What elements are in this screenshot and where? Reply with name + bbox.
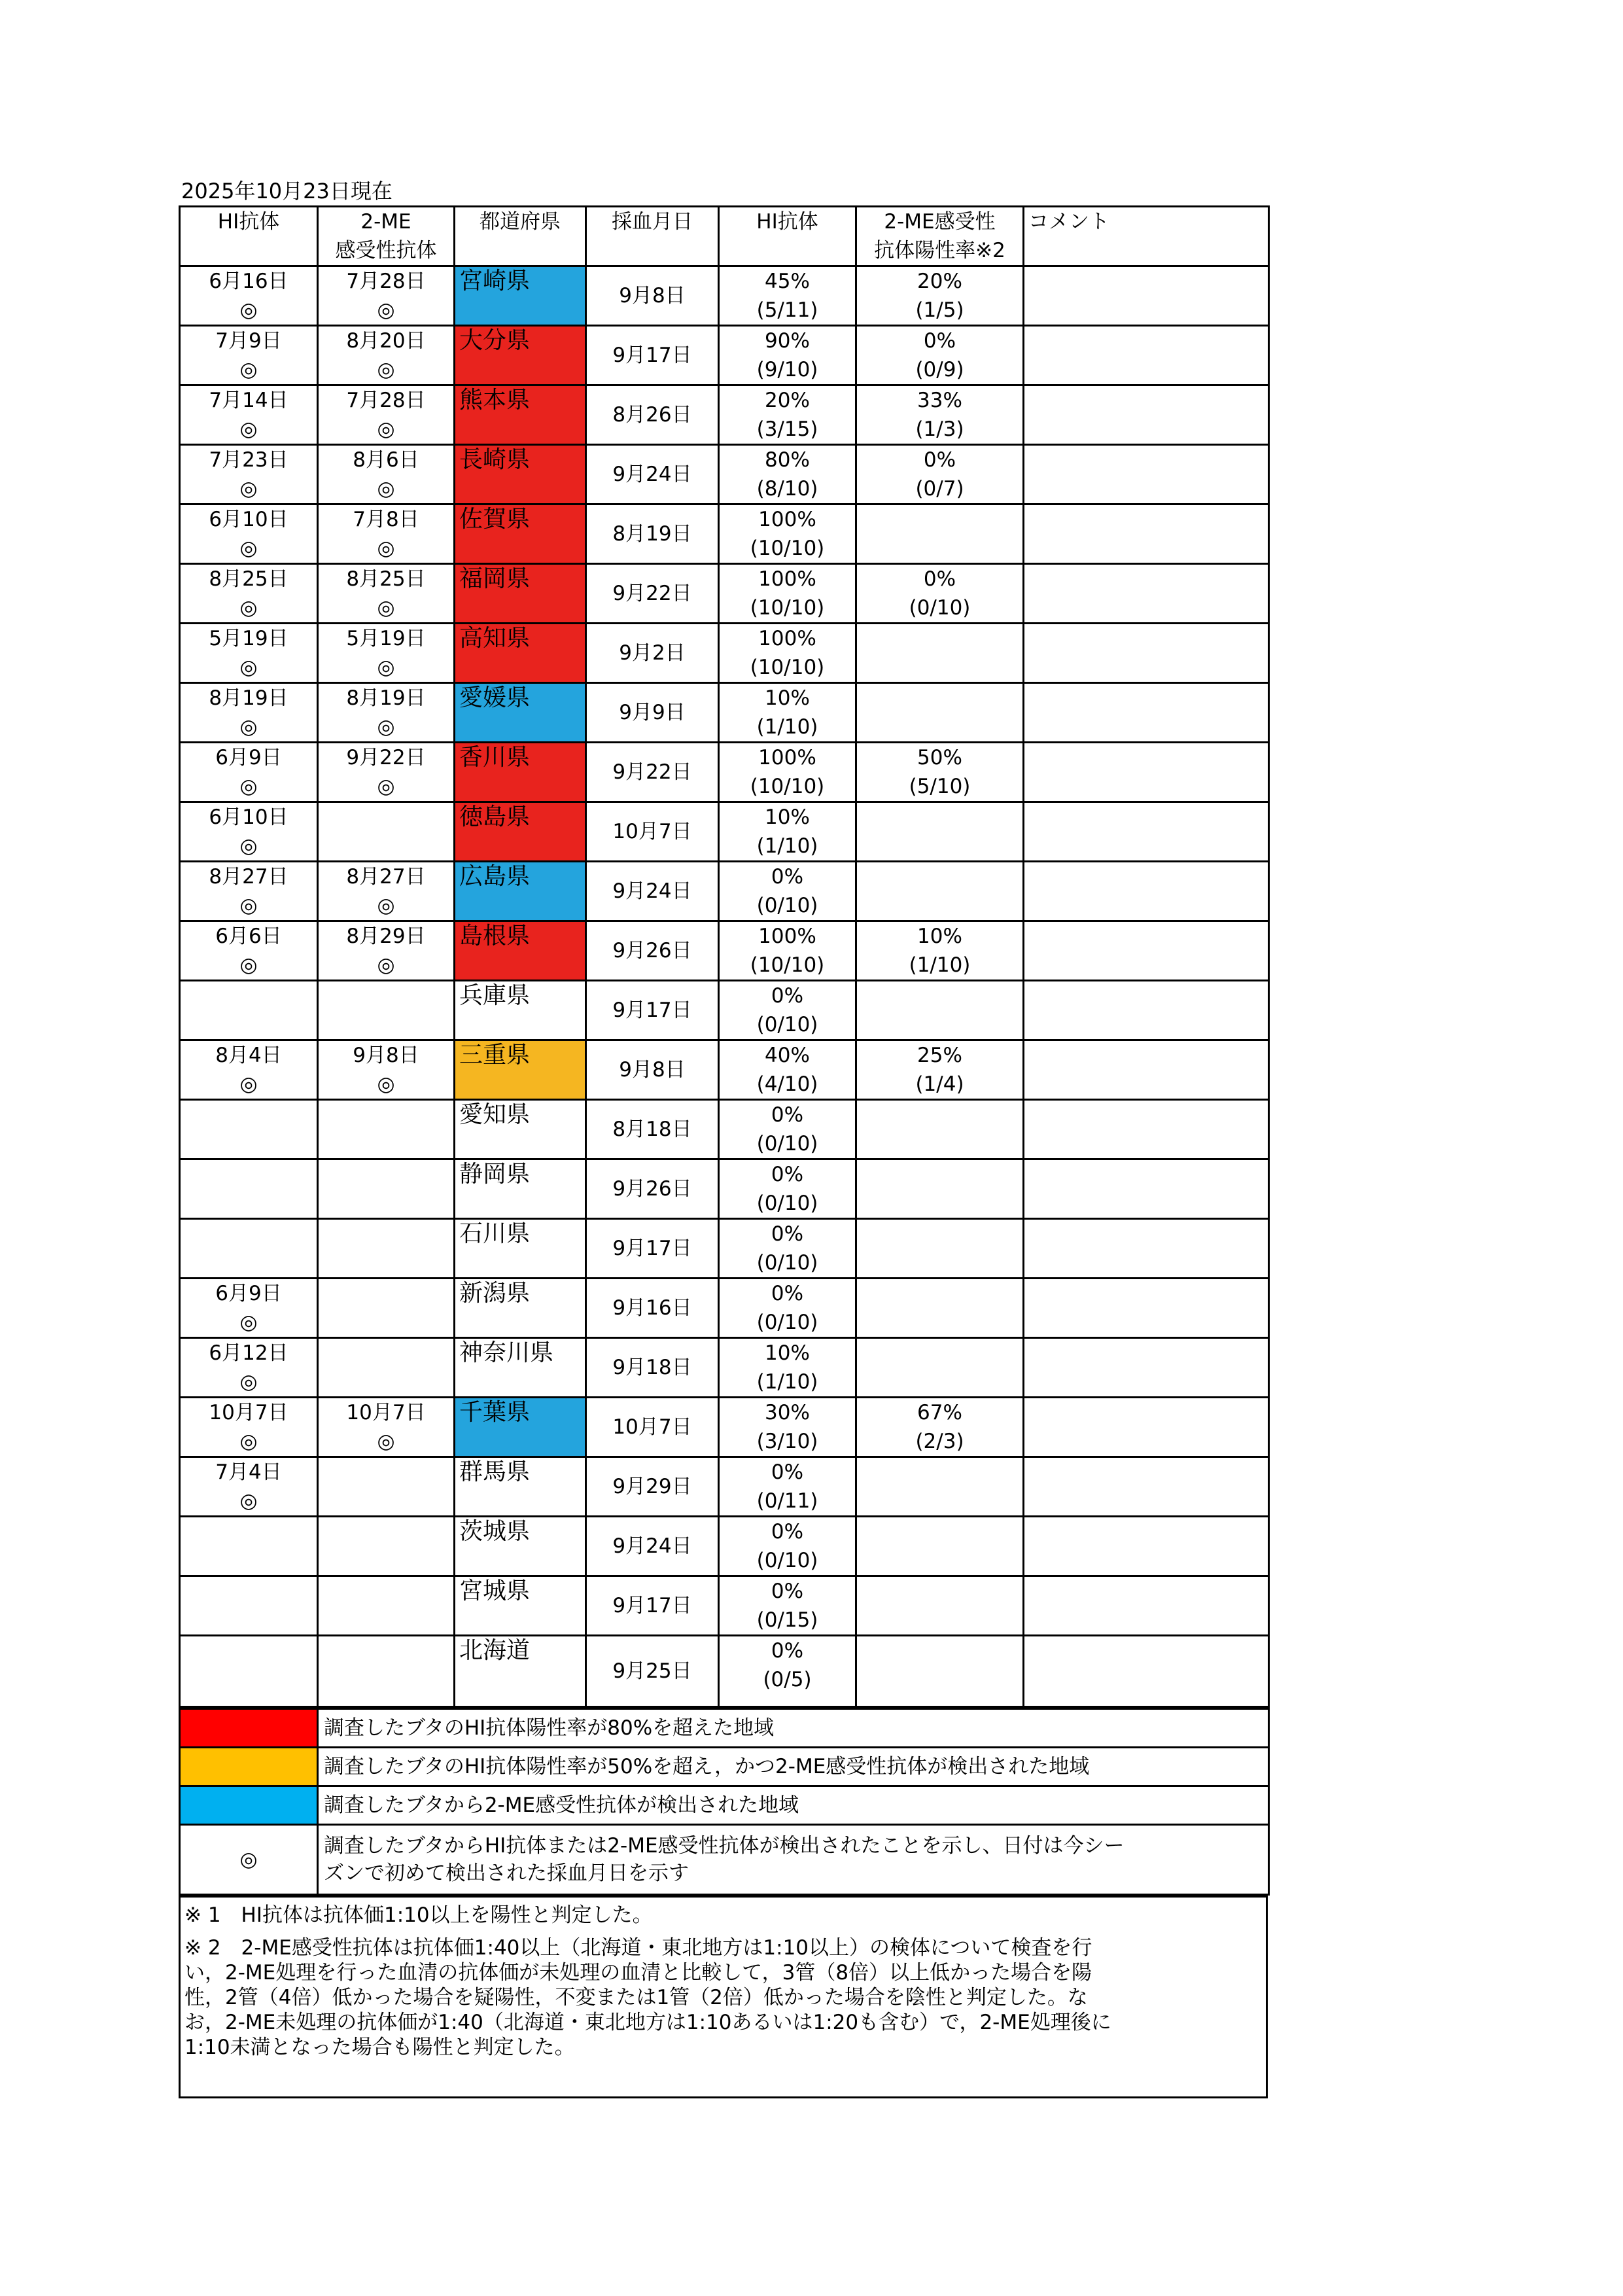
prefecture-cell: 島根県 — [455, 921, 586, 981]
blood-date-cell: 8月19日 — [586, 504, 719, 564]
me-rate-cell — [856, 1457, 1024, 1517]
legend-blue-text: 調査したブタから2-ME感受性抗体が検出された地域 — [318, 1786, 1269, 1825]
me-detect-cell: 8月29日 ◎ — [318, 921, 455, 981]
table-row — [180, 385, 1269, 445]
hi-rate-cell: 0% (0/10) — [719, 1517, 856, 1576]
blood-date-cell: 9月17日 — [586, 326, 719, 385]
hi-detect-cell: 7月14日 ◎ — [180, 385, 318, 445]
hi-rate-cell: 0% (0/10) — [719, 862, 856, 921]
hi-detect-cell — [180, 981, 318, 1040]
note-2: ※ 2 2-ME感受性抗体は抗体価1:40以上（北海道・東北地方は1:10以上）の検体について検査を行 い，2-ME処理を行った血清の抗体価が未処理の血清と比較して，3管（8倍）以上低かった場合を陽 性，2管（4倍）低かった場合を疑陽性，不変または1管（2倍）低かった場合を陰性と判定した。な お，2-ME未処理の抗体価が1:40（北海道・東北地方は1:10あるいは1:20も含む）で，2-ME処理後に 1:10未満となった場合も陽性と判定した。 — [184, 1936, 1111, 2059]
me-detect-cell — [318, 1279, 455, 1338]
me-detect-cell: 8月25日 ◎ — [318, 564, 455, 624]
me-detect-cell: 7月8日 ◎ — [318, 504, 455, 564]
hi-rate-cell: 0% (0/15) — [719, 1576, 856, 1636]
header-prefecture: 都道府県 — [455, 207, 586, 266]
me-detect-cell — [318, 1338, 455, 1398]
hi-detect-cell: 5月19日 ◎ — [180, 624, 318, 683]
me-rate-cell: 0% (0/10) — [856, 564, 1024, 624]
blood-date-cell: 8月26日 — [586, 385, 719, 445]
prefecture-cell: 愛知県 — [455, 1100, 586, 1159]
legend-mark-symbol: ◎ — [180, 1825, 318, 1895]
me-rate-cell: 25% (1/4) — [856, 1040, 1024, 1100]
prefecture-cell: 長崎県 — [455, 445, 586, 504]
hi-rate-cell: 0% (0/10) — [719, 1279, 856, 1338]
comment-cell — [1024, 445, 1269, 504]
hi-rate-cell: 40% (4/10) — [719, 1040, 856, 1100]
hi-rate-cell: 0% (0/5) — [719, 1636, 856, 1707]
hi-rate-cell: 45% (5/11) — [719, 266, 856, 326]
comment-cell — [1024, 921, 1269, 981]
hi-rate-cell: 0% (0/10) — [719, 1100, 856, 1159]
table-row — [180, 862, 1269, 921]
comment-cell — [1024, 743, 1269, 802]
hi-rate-cell: 0% (0/10) — [719, 1219, 856, 1279]
prefecture-cell: 神奈川県 — [455, 1338, 586, 1398]
me-detect-cell: 7月28日 ◎ — [318, 266, 455, 326]
blood-date-cell: 9月8日 — [586, 1040, 719, 1100]
blood-date-cell: 9月24日 — [586, 862, 719, 921]
blood-date-cell: 9月26日 — [586, 921, 719, 981]
hi-rate-cell: 0% (0/10) — [719, 981, 856, 1040]
blood-date-cell: 9月17日 — [586, 981, 719, 1040]
prefecture-cell: 佐賀県 — [455, 504, 586, 564]
prefecture-cell: 兵庫県 — [455, 981, 586, 1040]
hi-detect-cell — [180, 1100, 318, 1159]
hi-detect-cell: 10月7日 ◎ — [180, 1398, 318, 1457]
hi-rate-cell: 10% (1/10) — [719, 1338, 856, 1398]
me-rate-cell — [856, 1338, 1024, 1398]
comment-cell — [1024, 1159, 1269, 1219]
table-row — [180, 1576, 1269, 1636]
hi-rate-cell: 10% (1/10) — [719, 802, 856, 862]
legend-mark-text: 調査したブタからHI抗体または2-ME感受性抗体が検出されたことを示し、日付は今シー ズンで初めて検出された採血月日を示す — [318, 1825, 1269, 1895]
hi-rate-cell: 20% (3/15) — [719, 385, 856, 445]
me-detect-cell — [318, 1159, 455, 1219]
blood-date-cell: 10月7日 — [586, 802, 719, 862]
hi-detect-cell: 8月4日 ◎ — [180, 1040, 318, 1100]
hi-rate-cell: 100% (10/10) — [719, 921, 856, 981]
me-rate-cell: 20% (1/5) — [856, 266, 1024, 326]
table-row — [180, 1398, 1269, 1457]
table-row — [180, 326, 1269, 385]
hi-detect-cell — [180, 1159, 318, 1219]
legend-table — [179, 1708, 1270, 1896]
legend-red-text: 調査したブタのHI抗体陽性率が80%を超えた地域 — [318, 1709, 1269, 1748]
me-detect-cell: 8月19日 ◎ — [318, 683, 455, 743]
hi-detect-cell: 7月9日 ◎ — [180, 326, 318, 385]
me-rate-cell — [856, 1576, 1024, 1636]
header-hi-antibody: HI抗体 — [180, 207, 318, 266]
me-rate-cell — [856, 1159, 1024, 1219]
blood-date-cell: 8月18日 — [586, 1100, 719, 1159]
prefecture-cell: 大分県 — [455, 326, 586, 385]
comment-cell — [1024, 683, 1269, 743]
blood-date-cell: 9月25日 — [586, 1636, 719, 1707]
hi-detect-cell: 8月27日 ◎ — [180, 862, 318, 921]
me-detect-cell: 8月20日 ◎ — [318, 326, 455, 385]
prefecture-cell: 三重県 — [455, 1040, 586, 1100]
comment-cell — [1024, 1040, 1269, 1100]
blood-date-cell: 9月8日 — [586, 266, 719, 326]
me-detect-cell: 9月8日 ◎ — [318, 1040, 455, 1100]
hi-detect-cell — [180, 1636, 318, 1707]
table-row — [180, 802, 1269, 862]
comment-cell — [1024, 564, 1269, 624]
comment-cell — [1024, 266, 1269, 326]
comment-cell — [1024, 1398, 1269, 1457]
blood-date-cell: 9月18日 — [586, 1338, 719, 1398]
blood-date-cell: 9月24日 — [586, 445, 719, 504]
notes-table — [179, 1896, 1268, 2098]
prefecture-cell: 北海道 — [455, 1636, 586, 1707]
me-detect-cell: 7月28日 ◎ — [318, 385, 455, 445]
hi-rate-cell: 10% (1/10) — [719, 683, 856, 743]
header-comment: コメント — [1024, 207, 1269, 266]
hi-detect-cell: 8月25日 ◎ — [180, 564, 318, 624]
comment-cell — [1024, 326, 1269, 385]
me-detect-cell — [318, 802, 455, 862]
blood-date-cell: 9月9日 — [586, 683, 719, 743]
hi-rate-cell: 100% (10/10) — [719, 504, 856, 564]
legend-yellow-text: 調査したブタのHI抗体陽性率が50%を超え，かつ2-ME感受性抗体が検出された地域 — [318, 1748, 1269, 1786]
blood-date-cell: 9月26日 — [586, 1159, 719, 1219]
notes-cell — [180, 1897, 1267, 2098]
prefecture-cell: 石川県 — [455, 1219, 586, 1279]
hi-detect-cell: 6月16日 ◎ — [180, 266, 318, 326]
prefecture-cell: 広島県 — [455, 862, 586, 921]
comment-cell — [1024, 1517, 1269, 1576]
comment-cell — [1024, 862, 1269, 921]
blood-date-cell: 9月29日 — [586, 1457, 719, 1517]
results-table — [179, 205, 1270, 1708]
hi-detect-cell — [180, 1219, 318, 1279]
prefecture-cell: 茨城県 — [455, 1517, 586, 1576]
hi-detect-cell: 6月10日 ◎ — [180, 504, 318, 564]
blood-date-cell: 9月2日 — [586, 624, 719, 683]
me-detect-cell: 10月7日 ◎ — [318, 1398, 455, 1457]
legend-red-row — [180, 1709, 1269, 1748]
me-rate-cell — [856, 1279, 1024, 1338]
hi-rate-cell: 90% (9/10) — [719, 326, 856, 385]
table-row — [180, 564, 1269, 624]
hi-rate-cell: 100% (10/10) — [719, 564, 856, 624]
legend-blue-row — [180, 1786, 1269, 1825]
header-2me-antibody: 2-ME 感受性抗体 — [318, 207, 455, 266]
me-detect-cell — [318, 981, 455, 1040]
me-rate-cell — [856, 1517, 1024, 1576]
hi-detect-cell: 6月10日 ◎ — [180, 802, 318, 862]
hi-detect-cell — [180, 1517, 318, 1576]
comment-cell — [1024, 504, 1269, 564]
prefecture-cell: 群馬県 — [455, 1457, 586, 1517]
comment-cell — [1024, 1279, 1269, 1338]
prefecture-cell: 宮崎県 — [455, 266, 586, 326]
comment-cell — [1024, 1100, 1269, 1159]
legend-blue-swatch — [180, 1786, 318, 1825]
hi-rate-cell: 30% (3/10) — [719, 1398, 856, 1457]
blood-date-cell: 9月22日 — [586, 564, 719, 624]
table-row — [180, 1338, 1269, 1398]
me-rate-cell — [856, 862, 1024, 921]
table-row — [180, 683, 1269, 743]
header-hi-rate: HI抗体 — [719, 207, 856, 266]
comment-cell — [1024, 1219, 1269, 1279]
table-row — [180, 1517, 1269, 1576]
me-rate-cell — [856, 802, 1024, 862]
me-detect-cell — [318, 1517, 455, 1576]
table-row — [180, 504, 1269, 564]
hi-rate-cell: 100% (10/10) — [719, 743, 856, 802]
comment-cell — [1024, 802, 1269, 862]
table-row — [180, 1279, 1269, 1338]
me-detect-cell — [318, 1219, 455, 1279]
comment-cell — [1024, 981, 1269, 1040]
header-2me-rate: 2-ME感受性 抗体陽性率※2 — [856, 207, 1024, 266]
hi-detect-cell: 6月9日 ◎ — [180, 1279, 318, 1338]
comment-cell — [1024, 624, 1269, 683]
comment-cell — [1024, 1338, 1269, 1398]
blood-date-cell: 9月16日 — [586, 1279, 719, 1338]
hi-rate-cell: 0% (0/11) — [719, 1457, 856, 1517]
prefecture-cell: 千葉県 — [455, 1398, 586, 1457]
prefecture-cell: 徳島県 — [455, 802, 586, 862]
me-detect-cell — [318, 1576, 455, 1636]
comment-cell — [1024, 1636, 1269, 1707]
table-row — [180, 1636, 1269, 1707]
table-row — [180, 981, 1269, 1040]
note-1: ※ 1 HI抗体は抗体価1:10以上を陽性と判定した。 — [184, 1903, 653, 1927]
header-row — [180, 207, 1269, 266]
hi-detect-cell — [180, 1576, 318, 1636]
me-detect-cell — [318, 1100, 455, 1159]
prefecture-cell: 静岡県 — [455, 1159, 586, 1219]
table-row — [180, 743, 1269, 802]
hi-rate-cell: 0% (0/10) — [719, 1159, 856, 1219]
me-rate-cell: 10% (1/10) — [856, 921, 1024, 981]
table-row — [180, 266, 1269, 326]
hi-rate-cell: 100% (10/10) — [719, 624, 856, 683]
me-rate-cell: 67% (2/3) — [856, 1398, 1024, 1457]
me-rate-cell — [856, 1636, 1024, 1707]
me-rate-cell — [856, 1219, 1024, 1279]
me-rate-cell — [856, 683, 1024, 743]
legend-mark-row — [180, 1825, 1269, 1895]
me-detect-cell: 9月22日 ◎ — [318, 743, 455, 802]
hi-detect-cell: 6月12日 ◎ — [180, 1338, 318, 1398]
prefecture-cell: 新潟県 — [455, 1279, 586, 1338]
me-detect-cell: 5月19日 ◎ — [318, 624, 455, 683]
me-rate-cell — [856, 981, 1024, 1040]
hi-detect-cell: 8月19日 ◎ — [180, 683, 318, 743]
blood-date-cell: 9月24日 — [586, 1517, 719, 1576]
blood-date-cell: 9月17日 — [586, 1576, 719, 1636]
me-detect-cell — [318, 1636, 455, 1707]
prefecture-cell: 愛媛県 — [455, 683, 586, 743]
me-rate-cell — [856, 624, 1024, 683]
comment-cell — [1024, 1576, 1269, 1636]
prefecture-cell: 熊本県 — [455, 385, 586, 445]
me-rate-cell — [856, 504, 1024, 564]
me-rate-cell: 0% (0/9) — [856, 326, 1024, 385]
prefecture-cell: 福岡県 — [455, 564, 586, 624]
as-of-date: 2025年10月23日現在 — [181, 179, 393, 203]
comment-cell — [1024, 385, 1269, 445]
hi-detect-cell: 7月4日 ◎ — [180, 1457, 318, 1517]
hi-detect-cell: 6月6日 ◎ — [180, 921, 318, 981]
blood-date-cell: 10月7日 — [586, 1398, 719, 1457]
legend-yellow-swatch — [180, 1748, 318, 1786]
me-detect-cell — [318, 1457, 455, 1517]
table-row — [180, 1040, 1269, 1100]
me-rate-cell: 50% (5/10) — [856, 743, 1024, 802]
me-detect-cell: 8月6日 ◎ — [318, 445, 455, 504]
survey-sheet — [179, 177, 1268, 2098]
legend-red-swatch — [180, 1709, 318, 1748]
me-rate-cell: 33% (1/3) — [856, 385, 1024, 445]
table-row — [180, 921, 1269, 981]
comment-cell — [1024, 1457, 1269, 1517]
legend-yellow-row — [180, 1748, 1269, 1786]
table-row — [180, 1159, 1269, 1219]
prefecture-cell: 香川県 — [455, 743, 586, 802]
blood-date-cell: 9月17日 — [586, 1219, 719, 1279]
prefecture-cell: 高知県 — [455, 624, 586, 683]
table-row — [180, 1457, 1269, 1517]
table-row — [180, 624, 1269, 683]
table-row — [180, 445, 1269, 504]
me-detect-cell: 8月27日 ◎ — [318, 862, 455, 921]
hi-detect-cell: 6月9日 ◎ — [180, 743, 318, 802]
hi-detect-cell: 7月23日 ◎ — [180, 445, 318, 504]
prefecture-cell: 宮城県 — [455, 1576, 586, 1636]
blood-date-cell: 9月22日 — [586, 743, 719, 802]
table-row — [180, 1100, 1269, 1159]
me-rate-cell — [856, 1100, 1024, 1159]
me-rate-cell: 0% (0/7) — [856, 445, 1024, 504]
table-row — [180, 1219, 1269, 1279]
hi-rate-cell: 80% (8/10) — [719, 445, 856, 504]
header-blood-date: 採血月日 — [586, 207, 719, 266]
